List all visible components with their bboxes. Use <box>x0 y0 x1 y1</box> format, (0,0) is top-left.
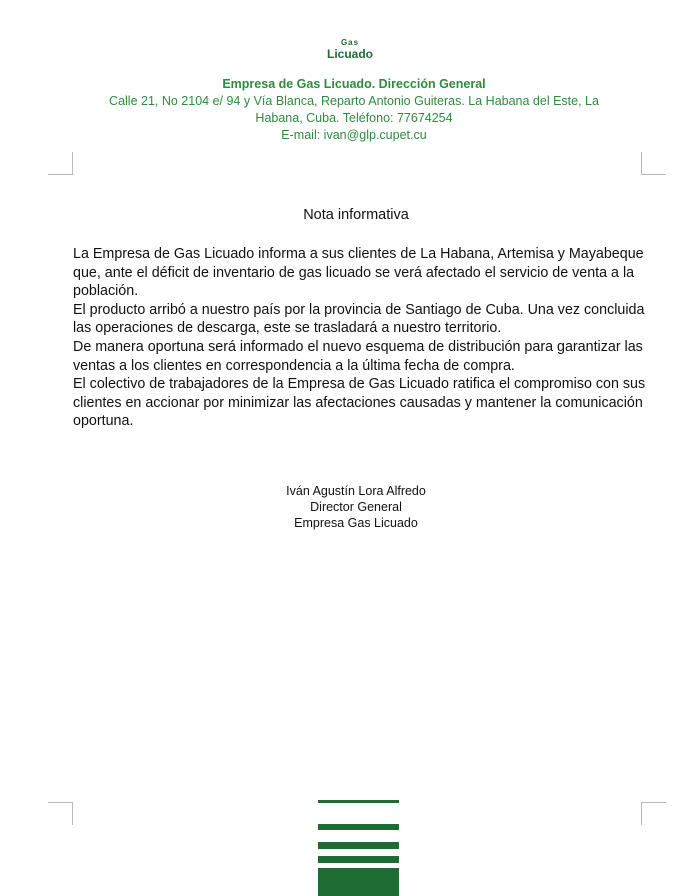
crop-mark-bottom-left <box>48 802 73 825</box>
signer-organization: Empresa Gas Licuado <box>294 516 418 530</box>
email-line: E-mail: ivan@glp.cupet.cu <box>281 128 427 142</box>
paragraph-3: De manera oportuna será informado el nuevo esquema de distribución para garantizar las ventas a los clientes en correspondencia a la última fecha de compra. <box>73 338 643 374</box>
signer-name: Iván Agustín Lora Alfredo <box>286 484 426 498</box>
document-title: Nota informativa <box>303 207 409 223</box>
company-logo <box>0 38 700 61</box>
logo-line-licuado: Licuado <box>326 47 373 61</box>
logo-line-gas: Gas <box>340 38 360 47</box>
footer-stripe <box>318 842 399 849</box>
footer-stripe <box>318 856 399 863</box>
signer-position: Director General <box>310 500 402 514</box>
letterhead <box>80 76 628 144</box>
paragraph-1: La Empresa de Gas Licuado informa a sus clientes de La Habana, Artemisa y Mayabeque que, ante el déficit de inventario de gas licuado se verá afectado el servicio de venta a la población. <box>73 246 644 300</box>
company-name: Empresa de Gas Licuado. Dirección General <box>222 77 486 91</box>
crop-mark-bottom-right <box>641 802 666 825</box>
document-body <box>73 245 653 431</box>
paragraph-4: El colectivo de trabajadores de la Empresa de Gas Licuado ratifica el compromiso con sus clientes en accionar por minimizar las afectaciones causadas y mantener la comunicación oportuna. <box>73 376 646 430</box>
paragraph-2: El producto arribó a nuestro país por la provincia de Santiago de Cuba. Una vez concluida las operaciones de descarga, este se trasladará a nuestro territorio. <box>73 301 645 337</box>
address-line-2: Habana, Cuba. Teléfono: 77674254 <box>255 111 453 125</box>
footer-stripe <box>318 868 399 896</box>
signature-block <box>0 483 700 531</box>
footer-stripe <box>318 824 399 830</box>
footer-logo-stripes <box>318 800 399 896</box>
crop-mark-top-right <box>641 152 666 175</box>
crop-mark-top-left <box>48 152 73 175</box>
footer-stripe <box>318 800 399 803</box>
address-line-1: Calle 21, No 2104 e/ 94 y Vía Blanca, Reparto Antonio Guiteras. La Habana del Este, La <box>109 94 599 108</box>
